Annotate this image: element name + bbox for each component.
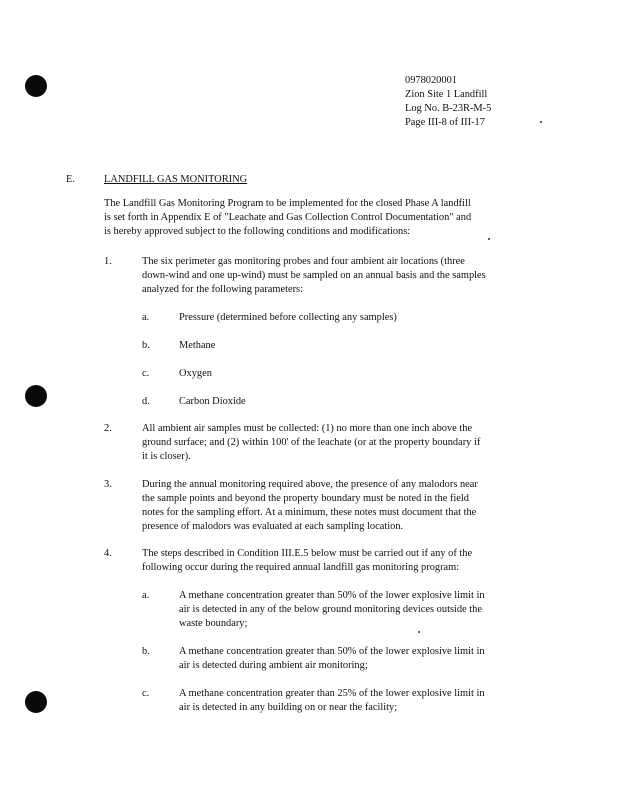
sub-item-letter: c. [142,368,150,379]
sub-item-text: Carbon Dioxide [179,396,246,407]
item-number: 1. [104,256,112,267]
sub-item-text: Oxygen [179,368,212,379]
item-text: The six perimeter gas monitoring probes and four ambient air locations (three down-wind and one up-wind) must be sampled on an annual basis and the samples analyzed for the following parameters: [142,256,486,295]
page-number: Page III-8 of III-17 [405,117,485,128]
sub-item-letter: b. [142,646,150,657]
doc-number: 0978020001 [405,75,457,86]
sub-item-text: A methane concentration greater than 50% of the lower explosive limit in air is detected during ambient air monitoring; [179,646,485,671]
item-text: The steps described in Condition III.E.5 below must be carried out if any of the following occur during the required annual landfill gas monitoring program: [142,548,473,573]
sub-item-letter: a. [142,590,150,601]
section-letter: E. [66,174,75,185]
sub-item-letter: d. [142,396,150,407]
scan-speck [418,631,420,633]
punch-hole-top [25,75,47,97]
sub-item-text: A methane concentration greater than 25% of the lower explosive limit in air is detected in any building on or near the facility; [179,688,485,713]
item-text: During the annual monitoring required above, the presence of any malodors near the sample points and beyond the property boundary must be noted in the field notes for the sampling effort. At a minimum, these notes must document that the presence of malodors was evaluated at each sampling location. [142,479,478,532]
log-number: Log No. B-23R-M-5 [405,103,492,114]
punch-hole-bottom [25,691,47,713]
punch-hole-middle [25,385,47,407]
item-number: 3. [104,479,112,490]
item-text: All ambient air samples must be collected: (1) no more than one inch above the ground surface; and (2) within 100' of the leachate (or at the property boundary if it is closer). [142,423,481,462]
scan-speck [540,121,542,123]
section-title: LANDFILL GAS MONITORING [104,174,248,185]
document-header [405,74,491,130]
item-number: 4. [104,548,112,559]
sub-item-letter: a. [142,312,150,323]
site-name: Zion Site 1 Landfill [405,89,488,100]
sub-item-letter: c. [142,688,150,699]
section-intro: The Landfill Gas Monitoring Program to be implemented for the closed Phase A landfill is set forth in Appendix E of "Leachate and Gas Collection Control Documentation" and is hereby approved subject to the following conditions and modifications: [104,198,472,237]
sub-item-text: A methane concentration greater than 50% of the lower explosive limit in air is detected in any of the below ground monitoring devices outside the waste boundary; [179,590,485,629]
sub-item-text: Pressure (determined before collecting any samples) [179,312,397,323]
sub-item-text: Methane [179,340,216,351]
item-number: 2. [104,423,112,434]
sub-item-letter: b. [142,340,150,351]
